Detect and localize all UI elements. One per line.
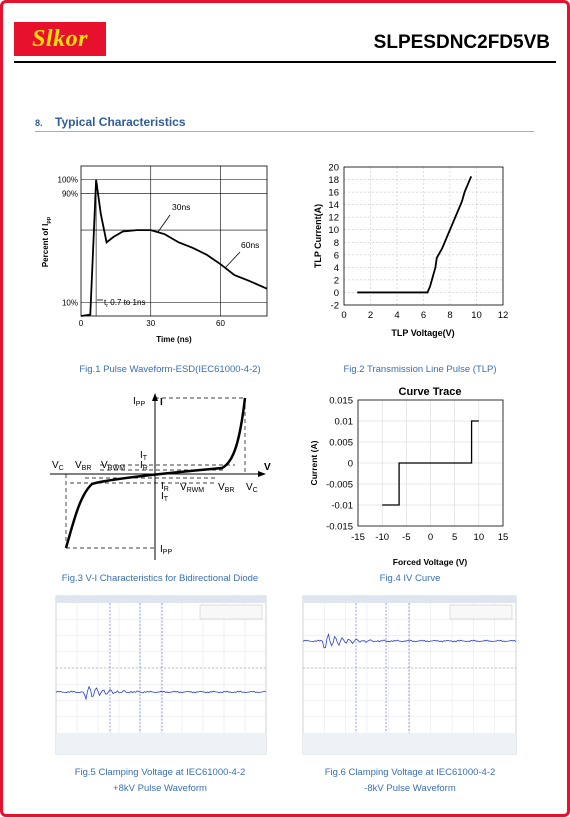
- fig6-bottom-bar: [303, 733, 516, 754]
- fig1-caption: Fig.1 Pulse Waveform-ESD(IEC61000-4-2): [79, 364, 261, 375]
- fig3-label-vc-right: $V_C$: [246, 482, 258, 494]
- section-title: Typical Characteristics: [55, 115, 186, 129]
- fig4-xtick-3: 0: [427, 532, 434, 543]
- fig1-xlabel: Time (ns): [156, 335, 192, 344]
- fig1-ytick-0: 100%: [57, 175, 78, 185]
- fig2-xtick-1: 2: [367, 310, 374, 321]
- fig2-ytick-0: 20: [328, 162, 339, 174]
- fig4-xtick-6: 15: [497, 532, 509, 543]
- fig2-ytick-9: 2: [333, 275, 339, 287]
- fig3-label-vc-left: $V_C$: [52, 460, 64, 472]
- fig3-label-vrwm-right: $V_{RWM}$: [180, 482, 205, 494]
- fig3-label-it-bot: $I_T$: [161, 491, 169, 503]
- fig1-ylabel: Percent of $I_{pp}$: [41, 216, 52, 268]
- fig4-ytick-4: -0.005: [326, 479, 353, 491]
- fig1-xtick-2: 60: [216, 319, 225, 328]
- fig6-caption-line1: Fig.6 Clamping Voltage at IEC61000-4-2: [324, 767, 496, 778]
- fig2-xtick-6: 12: [497, 310, 509, 321]
- fig2-ytick-2: 16: [328, 187, 339, 199]
- fig6-measure-box: [450, 605, 512, 619]
- fig3-label-vrwm-left: $V_{RWM}$: [101, 460, 126, 472]
- fig2-ytick-4: 12: [328, 212, 339, 224]
- fig2-caption: Fig.2 Transmission Line Pulse (TLP): [343, 364, 497, 375]
- fig2-ytick-7: 6: [333, 250, 339, 262]
- fig3-caption: Fig.3 V-I Characteristics for Bidirectional Diode: [61, 573, 259, 584]
- fig4-ytick-0: 0.015: [329, 395, 353, 407]
- fig3-axis-i-label: I: [160, 397, 163, 408]
- fig4-xlabel: Forced Voltage (V): [392, 557, 468, 567]
- fig4-ytick-2: 0.005: [329, 437, 353, 449]
- fig3-axis-v-label: V: [264, 462, 271, 473]
- fig4-xtick-2: -5: [402, 532, 411, 543]
- fig1-xtick-1: 30: [146, 319, 156, 328]
- fig1-xtick-0: 0: [78, 319, 84, 328]
- section-number: 8.: [35, 118, 43, 128]
- fig2-ylabel: TLP Current(A): [313, 203, 323, 269]
- fig1-annot-tr: $t_r$ 0.7 to 1ns: [104, 298, 146, 309]
- fig5-caption-line2: +8kV Pulse Waveform: [113, 783, 207, 794]
- fig5-caption-line1: Fig.5 Clamping Voltage at IEC61000-4-2: [74, 767, 246, 778]
- fig2-ytick-5: 10: [328, 225, 339, 237]
- part-number: SLPESDNC2FD5VB: [373, 32, 550, 53]
- fig4-xtick-5: 10: [473, 532, 485, 543]
- fig4-caption: Fig.4 IV Curve: [379, 573, 441, 584]
- fig3-label-ir-bot: $I_R$: [161, 481, 169, 493]
- fig6-top-bar: [303, 596, 516, 603]
- brand-logo: Slkor: [14, 22, 106, 56]
- fig4-ytick-1: 0.01: [334, 416, 353, 428]
- fig2-ytick-11: -2: [330, 300, 339, 312]
- fig1-ytick-2: 10%: [61, 298, 78, 308]
- fig2-ytick-3: 14: [328, 200, 339, 212]
- fig2-xtick-0: 0: [341, 310, 347, 321]
- fig3-label-ipp-top: $I_{PP}$: [133, 396, 146, 408]
- fig6-caption-line2: -8kV Pulse Waveform: [364, 783, 456, 794]
- fig4-ytick-6: -0.015: [326, 521, 353, 533]
- fig4-xtick-1: -10: [375, 532, 390, 543]
- fig2-ytick-1: 18: [328, 175, 339, 187]
- fig4-ylabel: Current (A): [309, 440, 319, 486]
- fig1-annot-30ns: 30ns: [172, 202, 191, 212]
- fig4-xtick-4: 5: [452, 532, 458, 543]
- fig4-ytick-3: 0: [347, 458, 353, 470]
- fig3-label-vbr-left: $V_{BR}$: [75, 460, 92, 472]
- fig4-ytick-5: -0.01: [331, 500, 353, 512]
- fig2-ytick-10: 0: [333, 287, 339, 299]
- fig4-title: Curve Trace: [398, 386, 462, 398]
- fig3-label-vbr-right: $V_{BR}$: [218, 482, 235, 494]
- fig2-xtick-3: 6: [420, 310, 427, 321]
- fig3-label-ir-top: $I_R$: [140, 460, 148, 472]
- fig2-ytick-6: 8: [333, 237, 339, 249]
- fig1-annot-60ns: 60ns: [241, 240, 260, 250]
- fig1-ytick-1: 90%: [61, 189, 78, 199]
- fig3-label-ipp-bot: $I_{PP}$: [160, 544, 173, 556]
- fig3-label-it-top: $I_T$: [140, 450, 148, 462]
- fig2-xtick-4: 8: [447, 310, 453, 321]
- fig2-xtick-5: 10: [471, 310, 482, 321]
- fig2-xtick-2: 4: [394, 310, 400, 321]
- fig4-xtick-0: -15: [351, 532, 365, 543]
- fig2-ytick-8: 4: [333, 262, 339, 274]
- fig2-xlabel: TLP Voltage(V): [391, 328, 455, 338]
